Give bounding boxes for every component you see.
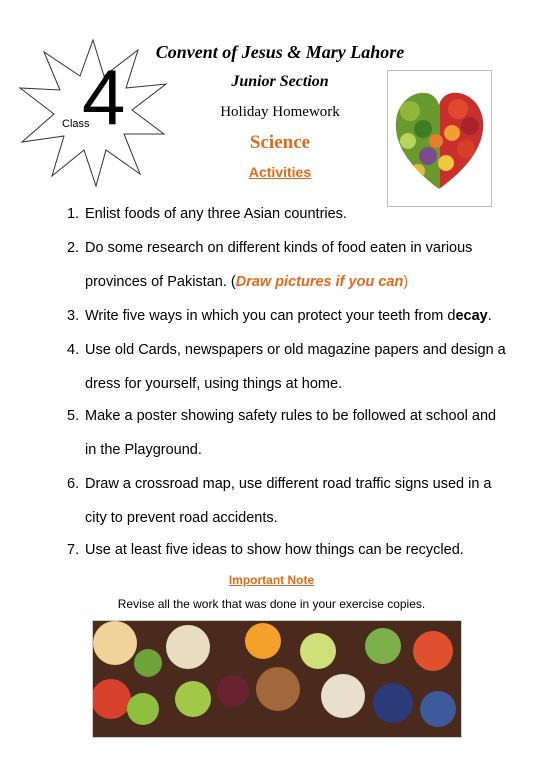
important-note-heading: Important Note	[228, 573, 315, 587]
item-emphasis: ecay	[455, 308, 488, 324]
item-text: Write five ways in which you can protect your teeth from d	[85, 308, 456, 324]
food-banner-image	[92, 620, 462, 738]
list-item	[67, 408, 496, 424]
class-number: 4	[82, 53, 126, 141]
item-emphasis: Draw pictures if you can	[235, 274, 404, 290]
list-item	[67, 342, 506, 358]
item-number: 1.	[67, 206, 80, 222]
item-text: in the Playground.	[85, 442, 202, 458]
item-text: Make a poster showing safety rules to be followed at school and	[85, 408, 497, 424]
item-text: Use old Cards, newspapers or old magazine papers and design a	[85, 342, 506, 358]
activities-heading: Activities	[248, 164, 312, 180]
list-item	[67, 206, 347, 222]
list-item	[67, 240, 472, 256]
item-text: .	[487, 308, 492, 324]
class-label: Class	[62, 118, 90, 130]
item-number: 3.	[67, 308, 80, 324]
subject-heading: Science	[249, 132, 311, 153]
important-note-text: Revise all the work that was done in your exercise copies.	[117, 597, 426, 611]
item-number: 4.	[67, 342, 80, 358]
item-text: Use at least five ideas to show how things can be recycled.	[85, 542, 464, 558]
item-text: city to prevent road accidents.	[85, 510, 278, 526]
item-text: Draw a crossroad map, use different road traffic signs used in a	[85, 476, 492, 492]
item-number: 5.	[67, 408, 80, 424]
heart-vegetables-image	[387, 70, 492, 207]
item-number: 6.	[67, 476, 80, 492]
list-item	[67, 476, 491, 492]
list-item-continuation	[67, 510, 278, 526]
item-text: Enlist foods of any three Asian countries.	[85, 206, 347, 222]
list-item	[67, 542, 464, 558]
item-text: dress for yourself, using things at home.	[85, 376, 343, 392]
item-number: 2.	[67, 240, 80, 256]
section-name: Junior Section	[231, 73, 329, 90]
item-text: Do some research on different kinds of food eaten in various	[85, 240, 473, 256]
list-item	[67, 308, 492, 324]
homework-title: Holiday Homework	[220, 104, 340, 120]
item-number: 7.	[67, 542, 80, 558]
item-text: provinces of Pakistan. (	[85, 274, 236, 290]
list-item-continuation	[67, 376, 342, 392]
school-name: Convent of Jesus & Mary Lahore	[155, 42, 405, 62]
list-item-continuation	[67, 274, 408, 290]
list-item-continuation	[67, 442, 202, 458]
item-text: )	[403, 274, 409, 290]
